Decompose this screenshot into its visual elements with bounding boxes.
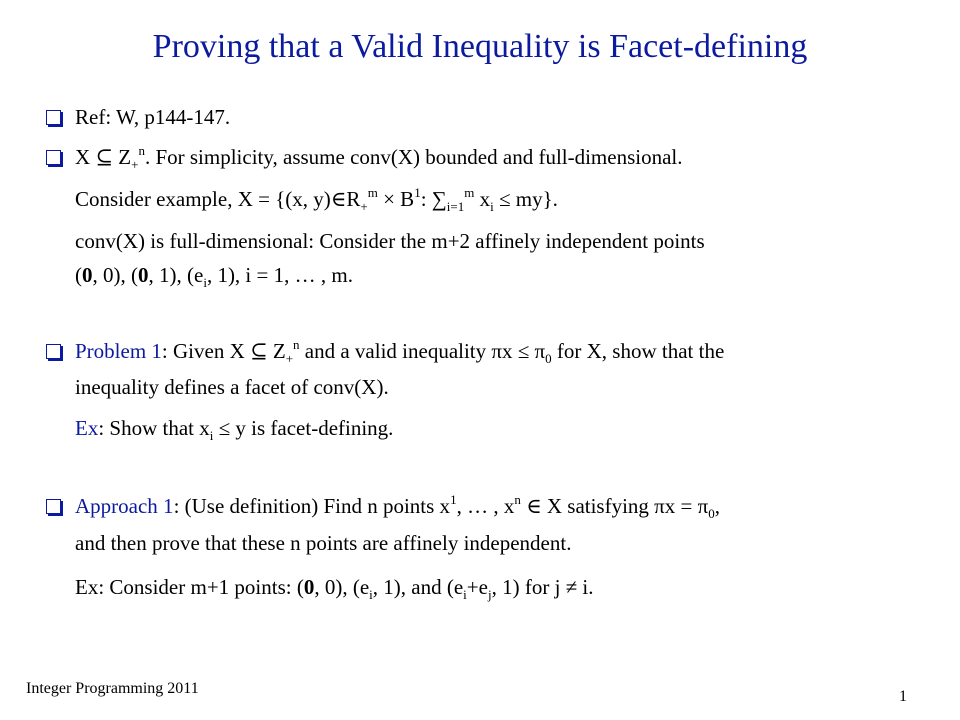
superscript: m — [367, 185, 378, 200]
text: , 1), i = 1, … , m. — [206, 263, 353, 287]
problem-1-label: Problem 1 — [75, 339, 162, 363]
text: ∈ X satisfying πx = π — [520, 494, 709, 518]
subset-symbol: ⊆ — [250, 339, 268, 363]
text: inequality defines a facet of conv(X). — [75, 375, 389, 399]
ref-text: Ref: W, p144-147. — [75, 105, 231, 129]
text: . For simplicity, assume conv(X) bounded and full-dimensional. — [144, 145, 683, 169]
text: ≤ my}. — [493, 187, 558, 211]
text: ≤ y is facet-defining. — [213, 416, 394, 440]
superscript: 1 — [414, 185, 421, 200]
square-bullet-icon — [46, 499, 61, 514]
text: ( — [75, 263, 82, 287]
full-dimensional-line — [75, 228, 705, 255]
subscript: i — [203, 275, 207, 291]
text: conv(X) is full-dimensional: Consider the m+2 affinely independent points — [75, 229, 705, 253]
text: Z — [267, 339, 286, 363]
subscript: i — [369, 587, 373, 603]
approach-1-line — [75, 493, 720, 520]
text: × B — [377, 187, 415, 211]
approach-1-continuation — [75, 530, 571, 557]
superscript: 1 — [450, 492, 457, 507]
text: : ∑ — [420, 187, 447, 211]
square-bullet-icon — [46, 150, 61, 165]
set-definition-line — [75, 144, 683, 171]
element-of-symbol: ∈ — [330, 187, 347, 211]
text: X — [75, 145, 96, 169]
text: , — [714, 494, 720, 518]
subscript: + — [360, 199, 368, 215]
text: , 0), ( — [92, 263, 138, 287]
subscript: i=1 — [446, 199, 465, 215]
subscript: + — [131, 157, 139, 173]
square-bullet-icon — [46, 344, 61, 359]
slide-title: Proving that a Valid Inequality is Facet-defining — [152, 28, 808, 65]
bold-zero-vector: 0 — [82, 263, 93, 287]
subscript: + — [285, 351, 294, 367]
subscript: i — [463, 587, 467, 603]
example-label: Ex — [75, 416, 99, 440]
superscript: n — [138, 143, 145, 158]
bold-zero-vector: 0 — [138, 263, 149, 287]
bold-zero-vector: 0 — [303, 575, 315, 599]
text: and then prove that these n points are affinely independent. — [75, 531, 572, 555]
text: , 1), and (e — [372, 575, 464, 599]
text: Ex: Consider m+1 points: ( — [75, 575, 304, 599]
text: , … , x — [456, 494, 515, 518]
subscript: 0 — [708, 506, 715, 522]
text: : Given X — [161, 339, 250, 363]
approach-1-label: Approach 1 — [75, 494, 174, 518]
subscript: 0 — [545, 351, 552, 367]
approach-1-example — [75, 574, 594, 601]
superscript: m — [464, 185, 475, 200]
subset-symbol: ⊆ — [95, 145, 114, 169]
text: Z — [113, 145, 132, 169]
problem-1-continuation — [75, 374, 389, 401]
text: +e — [466, 575, 488, 599]
page-number: 1 — [899, 688, 907, 705]
text: R — [346, 187, 361, 211]
text: Consider example, X = {(x, y) — [75, 187, 331, 211]
footer-course-name: Integer Programming 2011 — [26, 680, 199, 697]
problem-1-example — [75, 415, 393, 442]
superscript: n — [293, 337, 300, 352]
text: for X, show that the — [551, 339, 725, 363]
ref-line — [75, 104, 230, 131]
example-line — [75, 186, 558, 213]
text: , 1), (e — [148, 263, 204, 287]
text: and a valid inequality πx ≤ π — [299, 339, 546, 363]
text: : Show that x — [98, 416, 210, 440]
text: : (Use definition) Find n points x — [173, 494, 451, 518]
superscript: n — [514, 492, 521, 507]
subscript: j — [487, 587, 492, 603]
subscript: i — [209, 428, 214, 444]
points-line — [75, 262, 353, 289]
problem-1-line — [75, 338, 724, 365]
text: x — [474, 187, 491, 211]
square-bullet-icon — [46, 110, 61, 125]
subscript: i — [490, 199, 494, 215]
text: , 0), (e — [314, 575, 370, 599]
text: , 1) for j ≠ i. — [491, 575, 594, 599]
